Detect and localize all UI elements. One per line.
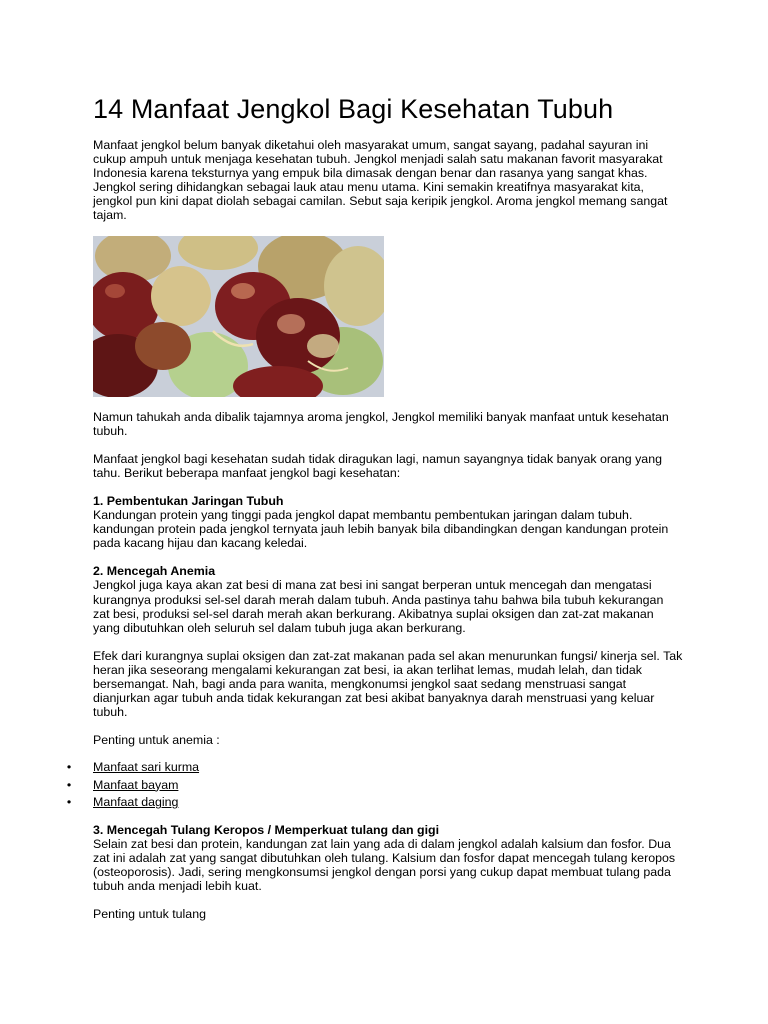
- section-heading-3: 3. Mencegah Tulang Keropos / Memperkuat tulang dan gigi: [93, 822, 440, 837]
- section-heading-2: 2. Mencegah Anemia: [93, 564, 216, 579]
- section-body-2: Jengkol juga kaya akan zat besi di mana zat besi ini sangat berperan untuk mencegah dan mengatasi kurangnya produksi sel-sel darah merah dalam tubuh. Anda pastinya tahu bahwa bila tubuh kekurangan zat besi, produksi sel-sel darah merah akan berkurang. Akibatnya suplai oksigen dan zat-zat makanan yang dibutuhkan oleh seluruh sel dalam tubuh juga akan berkurang.: [93, 578, 664, 635]
- paragraph-intro-list: Manfaat jengkol bagi kesehatan sudah tidak diragukan lagi, namun sayangnya tidak banyak orang yang tahu. Berikut beberapa manfaat jengkol bagi kesehatan:: [93, 451, 662, 480]
- section-body-2b: Efek dari kurangnya suplai oksigen dan zat-zat makanan pada sel akan menurunkan fungsi/ kinerja sel. Tak heran jika seseorang mengalami kekurangan zat besi, ia akan terlihat lemas, mudah lelah, dan tidak bersemangat. Nah, bagi anda para wanita, mengkonumsi jengkol saat sedang menstruasi sangat dianjurkan agar tubuh anda tidak kekurangan zat besi akibat banyaknya darah menstruasi yang keluar tubuh.: [93, 648, 683, 720]
- section-note-3: Penting untuk tulang: [93, 907, 206, 922]
- related-links-list: [63, 759, 683, 812]
- link-daging[interactable]: Manfaat daging: [93, 795, 179, 810]
- section-body-1: Kandungan protein yang tinggi pada jengkol dapat membantu pembentukan jaringan dalam tubuh. kandungan protein pada jengkol ternyata jauh lebih banyak bila dibandingkan dengan kandungan protein pada kacang hijau dan kacang keledai.: [93, 508, 669, 551]
- jengkol-photo: [93, 236, 384, 397]
- intro-paragraph: Manfaat jengkol belum banyak diketahui oleh masyarakat umum, sangat sayang, padahal sayuran ini cukup ampuh untuk menjaga kesehatan tubuh. Jengkol menjadi salah satu makanan favorit masyarakat Indonesia karena teksturnya yang empuk bila dimasak dengan benar dan rasanya yang sangat khas. Jengkol sering dihidangkan sebagai lauk atau menu utama. Kini semakin kreatifnya masyarakat kita, jengkol pun kini dapat diolah sebagai camilan. Sebut saja keripik jengkol. Aroma jengkol memang sangat tajam.: [93, 138, 668, 223]
- bullet-icon: •: [66, 760, 72, 775]
- section-note-2: Penting untuk anemia :: [93, 733, 220, 748]
- bullet-icon: •: [66, 795, 72, 810]
- list-item: [63, 759, 683, 777]
- section-heading-1: 1. Pembentukan Jaringan Tubuh: [93, 493, 284, 508]
- section-body-3: Selain zat besi dan protein, kandungan zat lain yang ada di dalam jengkol adalah kalsium dan fosfor. Dua zat ini adalah zat yang sangat dibutuhkan oleh tulang. Kalsium dan fosfor dapat mencegah tulang keropos (osteoporosis). Jadi, sering mengkonsumsi jengkol dengan porsi yang cukup dapat membuat tulang pada tubuh anda menjadi lebih kuat.: [93, 836, 676, 894]
- paragraph-aroma: Namun tahukah anda dibalik tajamnya aroma jengkol, Jengkol memiliki banyak manfaat untuk kesehatan tubuh.: [93, 409, 669, 438]
- list-item: [63, 777, 683, 795]
- link-bayam[interactable]: Manfaat bayam: [93, 777, 179, 792]
- list-item: [63, 794, 683, 812]
- document-page: [66, 92, 683, 922]
- bullet-icon: •: [66, 777, 72, 792]
- link-sari-kurma[interactable]: Manfaat sari kurma: [93, 760, 200, 775]
- page-title: 14 Manfaat Jengkol Bagi Kesehatan Tubuh: [93, 94, 614, 124]
